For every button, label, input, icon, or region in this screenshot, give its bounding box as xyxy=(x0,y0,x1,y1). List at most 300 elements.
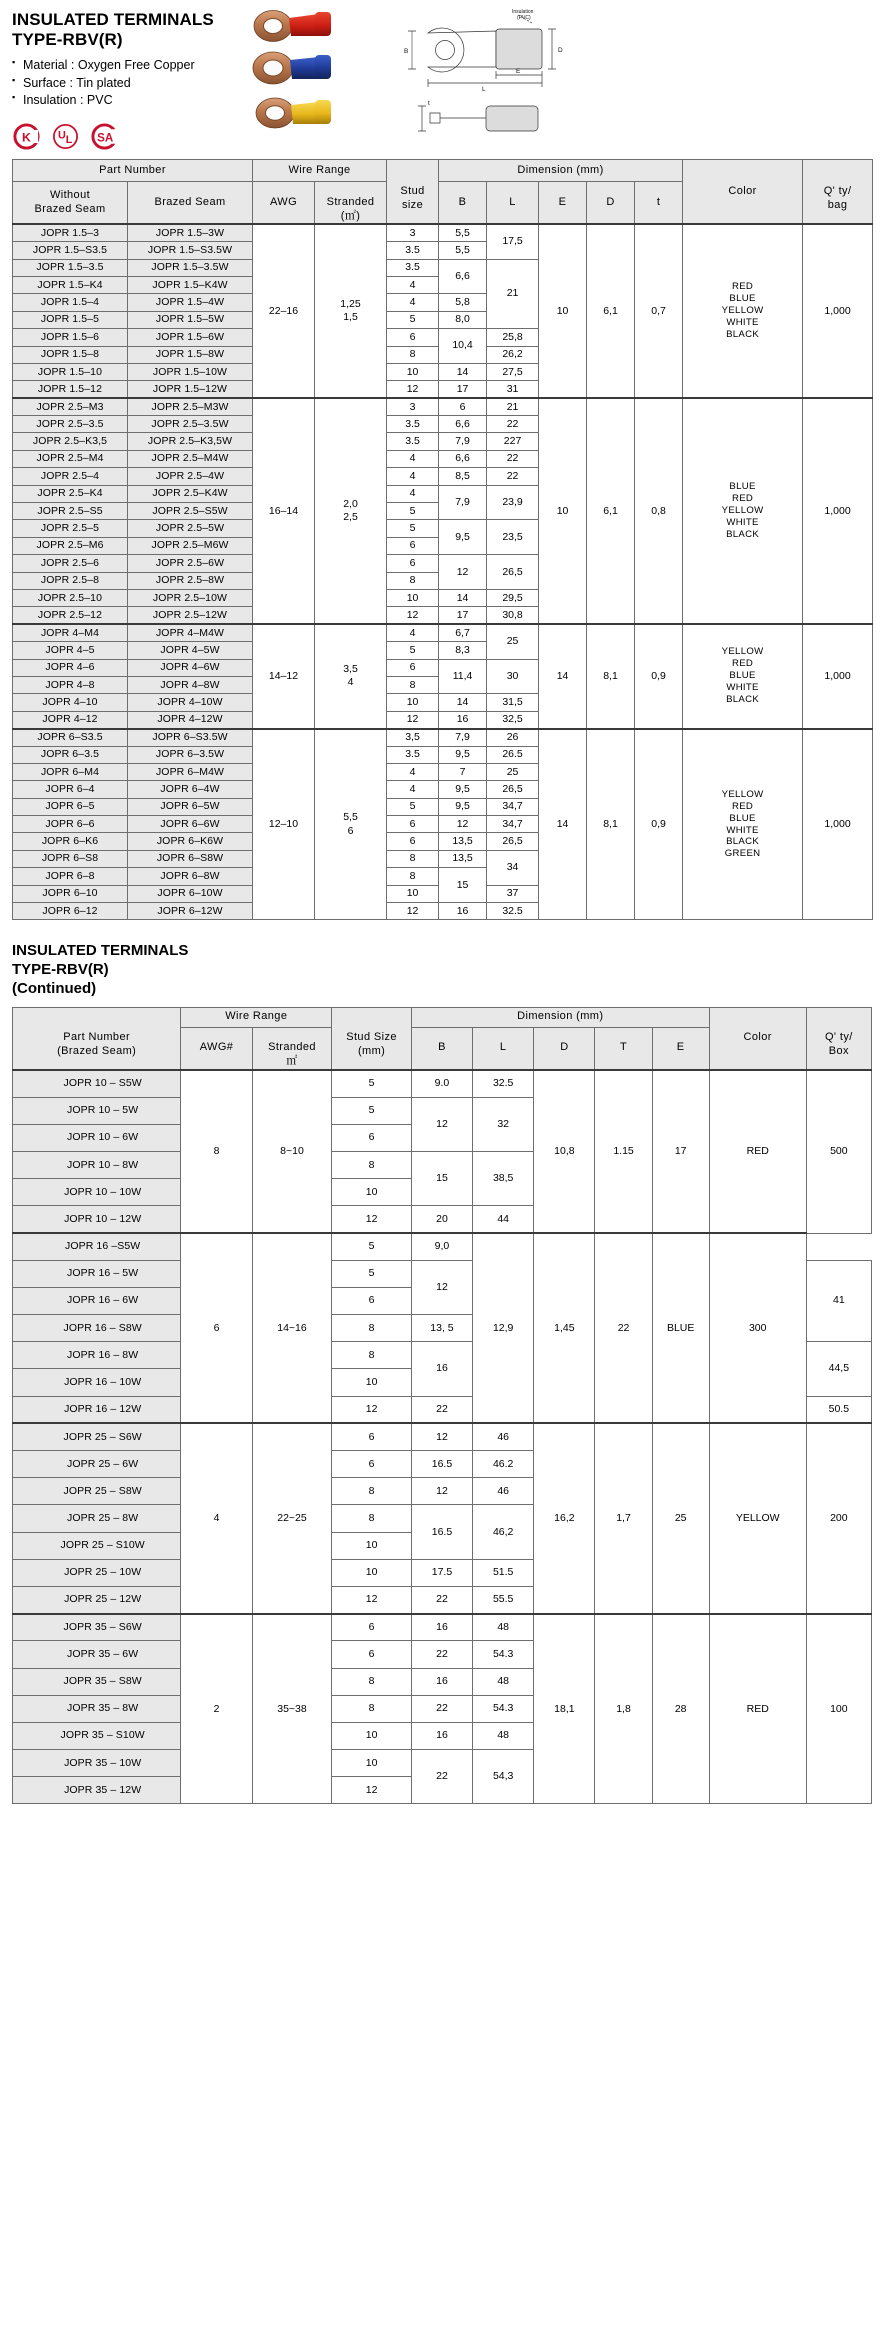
cell-dim-b: 12 xyxy=(411,1097,472,1151)
cell-part-number-plain: JOPR 6–8 xyxy=(13,868,128,885)
cell-part-number-plain: JOPR 2.5–5 xyxy=(13,520,128,537)
cell-awg: 12–10 xyxy=(253,729,315,920)
cell-awg: 14–12 xyxy=(253,624,315,728)
cell-stud-size: 5 xyxy=(387,642,439,659)
cell-part-number-brazed: JOPR 6–12W xyxy=(128,903,253,920)
cell-dim-l: 26 xyxy=(487,729,539,746)
th-qty: Q' ty/ bag xyxy=(803,160,873,225)
cell-stud-size: 3,5 xyxy=(387,729,439,746)
cell-dim-b: 9,5 xyxy=(439,746,487,763)
cell-part-number-brazed: JOPR 25 – 8W xyxy=(13,1505,181,1532)
cell-stud-size: 10 xyxy=(332,1179,412,1206)
cell-stranded: 5,5 6 xyxy=(315,729,387,920)
cell-dim-l: 34,7 xyxy=(487,798,539,815)
cell-stud-size: 8 xyxy=(387,868,439,885)
continued-title-line-2: TYPE-RBV(R) xyxy=(12,961,109,979)
cell-stud-size: 10 xyxy=(387,363,439,380)
cell-part-number-plain: JOPR 2.5–S5 xyxy=(13,503,128,520)
photo-yellow-terminal xyxy=(256,98,331,128)
cell-stud-size: 3.5 xyxy=(387,746,439,763)
cell-part-number-plain: JOPR 6–3.5 xyxy=(13,746,128,763)
cell-color: YELLOW xyxy=(709,1423,806,1613)
cell-part-number-plain: JOPR 1.5–5 xyxy=(13,311,128,328)
th-dim-d: D xyxy=(587,182,635,225)
cell-part-number-brazed: JOPR 2.5–12W xyxy=(128,607,253,624)
cell-part-number-brazed: JOPR 16 – 8W xyxy=(13,1342,181,1369)
cell-part-number-brazed: JOPR 2.5–K4W xyxy=(128,485,253,502)
spec-bullet-material: ▪ Material : Oxygen Free Copper xyxy=(12,57,884,75)
cell-part-number-brazed: JOPR 1.5–3.5W xyxy=(128,259,253,276)
cell-dim-l: 30 xyxy=(487,659,539,694)
cell-dim-b: 16 xyxy=(439,903,487,920)
cell-dim-d: 6,1 xyxy=(587,398,635,624)
cell-awg: 16–14 xyxy=(253,398,315,624)
cell-part-number-brazed: JOPR 35 – S6W xyxy=(13,1614,181,1641)
cell-dim-e: 10 xyxy=(539,224,587,398)
cell-stud-size: 6 xyxy=(332,1423,412,1450)
cell-dim-l: 26.5 xyxy=(487,746,539,763)
cell-dim-b: 12 xyxy=(439,816,487,833)
cell-part-number-brazed: JOPR 16 –S5W xyxy=(13,1233,181,1260)
cell-dim-t: 1,45 xyxy=(534,1233,595,1423)
svg-text:SA: SA xyxy=(97,131,114,145)
cell-part-number-brazed: JOPR 2.5–10W xyxy=(128,589,253,606)
photo-blue-terminal xyxy=(253,52,331,84)
photo-red-terminal xyxy=(254,11,331,42)
cell-dim-b: 9,5 xyxy=(439,781,487,798)
cell-stud-size: 8 xyxy=(332,1695,412,1722)
th2-dim-l: L xyxy=(473,1027,534,1070)
cell-part-number-brazed: JOPR 2.5–S5W xyxy=(128,503,253,520)
cell-dim-b: 9.0 xyxy=(411,1070,472,1097)
continued-page-title xyxy=(12,942,884,998)
cell-part-number-plain: JOPR 4–12 xyxy=(13,711,128,728)
cell-dim-l: 51.5 xyxy=(473,1559,534,1586)
cell-dim-b: 16 xyxy=(411,1342,472,1396)
cell-stranded: 22~25 xyxy=(252,1423,332,1613)
cell-dim-b: 22 xyxy=(411,1750,472,1804)
cell-awg: 2 xyxy=(181,1614,252,1804)
cell-part-number-brazed: JOPR 10 – 12W xyxy=(13,1206,181,1233)
cell-dim-l: 44 xyxy=(473,1206,534,1233)
cell-part-number-brazed: JOPR 10 – 10W xyxy=(13,1179,181,1206)
cell-dim-b: 15 xyxy=(411,1151,472,1205)
cell-part-number-brazed: JOPR 2.5–3.5W xyxy=(128,416,253,433)
cell-dim-l: 32.5 xyxy=(487,903,539,920)
th-awg: AWG xyxy=(253,182,315,225)
table-row xyxy=(13,224,873,241)
cell-dim-b: 11,4 xyxy=(439,659,487,694)
cell-stud-size: 8 xyxy=(387,850,439,867)
cell-stud-size: 3 xyxy=(387,398,439,415)
cell-dim-b: 10,4 xyxy=(439,329,487,364)
cell-part-number-brazed: JOPR 6–4W xyxy=(128,781,253,798)
cell-awg: 8 xyxy=(181,1070,252,1233)
cell-part-number-plain: JOPR 6–4 xyxy=(13,781,128,798)
cell-part-number-brazed: JOPR 16 – 10W xyxy=(13,1369,181,1396)
cell-color: YELLOW RED BLUE WHITE BLACK GREEN xyxy=(683,729,803,920)
cell-part-number-brazed: JOPR 35 – 6W xyxy=(13,1641,181,1668)
cell-stud-size: 5 xyxy=(332,1260,412,1287)
cell-stud-size: 3 xyxy=(387,224,439,241)
th-dim-t: t xyxy=(635,182,683,225)
cell-stud-size: 6 xyxy=(332,1287,412,1314)
cell-part-number-brazed: JOPR 6–S3.5W xyxy=(128,729,253,746)
cell-dim-b: 9,0 xyxy=(411,1233,472,1260)
terminals-table-continued xyxy=(12,1007,872,1805)
cell-dim-l: 26,5 xyxy=(487,781,539,798)
th-part-number: Part Number xyxy=(13,160,253,182)
cell-dim-b: 17.5 xyxy=(411,1559,472,1586)
cell-dim-b: 20 xyxy=(411,1206,472,1233)
cell-part-number-brazed: JOPR 1.5–6W xyxy=(128,329,253,346)
ks-certification-icon xyxy=(12,122,41,151)
cell-dim-l: 22 xyxy=(487,450,539,467)
cell-color: YELLOW RED BLUE WHITE BLACK xyxy=(683,624,803,728)
cell-stud-size: 8 xyxy=(387,572,439,589)
cell-dim-l: 30,8 xyxy=(487,607,539,624)
cell-dim-d: 10,8 xyxy=(534,1070,595,1233)
cell-stud-size: 8 xyxy=(332,1478,412,1505)
th2-dim-e: E xyxy=(652,1027,709,1070)
cell-stud-size: 12 xyxy=(332,1777,412,1804)
cell-dim-t: 0,8 xyxy=(635,398,683,624)
cell-stud-size: 5 xyxy=(332,1097,412,1124)
cell-dim-b: 22 xyxy=(411,1695,472,1722)
cell-part-number-plain: JOPR 2.5–10 xyxy=(13,589,128,606)
cell-part-number-plain: JOPR 6–5 xyxy=(13,798,128,815)
cell-part-number-brazed: JOPR 25 – 10W xyxy=(13,1559,181,1586)
cell-dim-l: 32 xyxy=(473,1097,534,1151)
th2-qty: Q' ty/ Box xyxy=(806,1007,871,1070)
th2-dim-t: T xyxy=(595,1027,652,1070)
cell-part-number-plain: JOPR 4–6 xyxy=(13,659,128,676)
cell-dim-b: 15 xyxy=(439,868,487,903)
cell-stud-size: 6 xyxy=(332,1641,412,1668)
cell-dim-l: 27,5 xyxy=(487,363,539,380)
cell-dim-b: 7,9 xyxy=(439,729,487,746)
cell-part-number-plain: JOPR 2.5–8 xyxy=(13,572,128,589)
cell-dim-b: 6,6 xyxy=(439,416,487,433)
cell-part-number-brazed: JOPR 6–6W xyxy=(128,816,253,833)
cell-stud-size: 8 xyxy=(387,676,439,693)
cell-part-number-brazed: JOPR 2.5–M4W xyxy=(128,450,253,467)
cell-dim-b: 6,6 xyxy=(439,450,487,467)
cell-dim-b: 14 xyxy=(439,363,487,380)
cell-stud-size: 4 xyxy=(387,624,439,641)
cell-dim-l: 55.5 xyxy=(473,1586,534,1613)
cell-stud-size: 4 xyxy=(387,276,439,293)
cell-dim-l: 22 xyxy=(487,468,539,485)
cell-dim-l: 37 xyxy=(487,885,539,902)
th-dim-l: L xyxy=(487,182,539,225)
cell-stud-size: 10 xyxy=(387,694,439,711)
cell-stud-size: 6 xyxy=(332,1124,412,1151)
cell-part-number-plain: JOPR 1.5–12 xyxy=(13,381,128,398)
drawing-label-B: B xyxy=(404,48,409,55)
cell-part-number-brazed: JOPR 16 – S8W xyxy=(13,1315,181,1342)
cell-part-number-brazed: JOPR 6–3.5W xyxy=(128,746,253,763)
product-photos xyxy=(245,2,395,152)
cell-part-number-brazed: JOPR 35 – 10W xyxy=(13,1750,181,1777)
cell-stud-size: 3.5 xyxy=(387,259,439,276)
cell-dim-b: 13,5 xyxy=(439,833,487,850)
cell-part-number-brazed: JOPR 25 – S10W xyxy=(13,1532,181,1559)
cell-dim-e: 17 xyxy=(652,1070,709,1233)
th2-color: Color xyxy=(709,1007,806,1070)
cell-stud-size: 6 xyxy=(387,659,439,676)
cell-stranded: 3,5 4 xyxy=(315,624,387,728)
cell-stud-size: 6 xyxy=(332,1614,412,1641)
title-line-2: TYPE-RBV(R) xyxy=(12,30,123,50)
th2-part-number: Part Number (Brazed Seam) xyxy=(13,1007,181,1070)
cell-part-number-brazed: JOPR 6–M4W xyxy=(128,763,253,780)
cell-dim-l: 227 xyxy=(487,433,539,450)
cell-dim-l: 26,5 xyxy=(487,555,539,590)
cell-dim-b: 22 xyxy=(411,1396,472,1423)
cell-dim-l: 21 xyxy=(487,259,539,329)
dimension-drawing-svg xyxy=(400,5,630,140)
cell-dim-b: 5,5 xyxy=(439,242,487,259)
cell-dim-l: 44,5 xyxy=(806,1342,871,1396)
cell-part-number-plain: JOPR 4–M4 xyxy=(13,624,128,641)
continued-title-line-3: (Continued) xyxy=(12,979,97,997)
cell-part-number-brazed: JOPR 10 – 8W xyxy=(13,1151,181,1178)
cell-stud-size: 6 xyxy=(387,329,439,346)
cell-part-number-plain: JOPR 2.5–K3,5 xyxy=(13,433,128,450)
cell-stud-size: 8 xyxy=(387,346,439,363)
cell-dim-e: 22 xyxy=(595,1233,652,1423)
th2-dim-b: B xyxy=(411,1027,472,1070)
cell-part-number-plain: JOPR 1.5–6 xyxy=(13,329,128,346)
cell-qty: 300 xyxy=(709,1233,806,1423)
cell-dim-e: 25 xyxy=(652,1423,709,1613)
title-line-1: INSULATED TERMINALS xyxy=(12,10,214,29)
cell-dim-b: 12 xyxy=(411,1478,472,1505)
cell-dim-t: 1.15 xyxy=(595,1070,652,1233)
cell-part-number-brazed: JOPR 1.5–12W xyxy=(128,381,253,398)
cell-part-number-brazed: JOPR 2.5–6W xyxy=(128,555,253,572)
terminals-table-primary xyxy=(12,159,873,920)
cell-part-number-plain: JOPR 2.5–4 xyxy=(13,468,128,485)
th-brazed-seam: Brazed Seam xyxy=(128,182,253,225)
th2-dimension: Dimension (mm) xyxy=(411,1007,709,1027)
cell-dim-b: 16 xyxy=(411,1668,472,1695)
cell-dim-l: 23,9 xyxy=(487,485,539,520)
cell-part-number-brazed: JOPR 10 – 5W xyxy=(13,1097,181,1124)
cell-dim-b: 14 xyxy=(439,589,487,606)
cell-dim-b: 16.5 xyxy=(411,1505,472,1559)
cell-dim-l: 17,5 xyxy=(487,224,539,259)
table-row xyxy=(13,1233,872,1260)
cell-part-number-plain: JOPR 6–10 xyxy=(13,885,128,902)
cell-dim-l: 31 xyxy=(487,381,539,398)
cell-dim-e: 14 xyxy=(539,624,587,728)
cell-stud-size: 5 xyxy=(387,520,439,537)
cell-color: BLUE xyxy=(652,1233,709,1423)
cell-stud-size: 6 xyxy=(387,833,439,850)
cell-stud-size: 5 xyxy=(387,311,439,328)
cell-part-number-plain: JOPR 2.5–M6 xyxy=(13,537,128,554)
table-row xyxy=(13,1423,872,1450)
cell-part-number-brazed: JOPR 35 – S8W xyxy=(13,1668,181,1695)
cell-part-number-plain: JOPR 6–6 xyxy=(13,816,128,833)
ring-terminal-photos-svg xyxy=(245,2,395,152)
cell-dim-l: 48 xyxy=(473,1614,534,1641)
cell-dim-d: 8,1 xyxy=(587,729,635,920)
cell-part-number-brazed: JOPR 2.5–5W xyxy=(128,520,253,537)
cell-part-number-brazed: JOPR 35 – 12W xyxy=(13,1777,181,1804)
cell-stud-size: 12 xyxy=(387,711,439,728)
cell-part-number-brazed: JOPR 6–5W xyxy=(128,798,253,815)
cell-dim-d: 18,1 xyxy=(534,1614,595,1804)
cell-dim-b: 6,7 xyxy=(439,624,487,641)
drawing-label-D: D xyxy=(558,47,563,54)
cell-dim-l: 54,3 xyxy=(473,1750,534,1804)
dimension-drawings xyxy=(400,5,630,135)
cell-part-number-brazed: JOPR 1.5–5W xyxy=(128,311,253,328)
cell-part-number-plain: JOPR 2.5–6 xyxy=(13,555,128,572)
cell-dim-l: 32,5 xyxy=(487,711,539,728)
cell-dim-l: 23,5 xyxy=(487,520,539,555)
cell-dim-e: 14 xyxy=(539,729,587,920)
cell-part-number-brazed: JOPR 35 – 8W xyxy=(13,1695,181,1722)
cell-stranded: 2,0 2,5 xyxy=(315,398,387,624)
cell-dim-b: 12 xyxy=(439,555,487,590)
drawing-label-insulation: Insulation xyxy=(512,9,534,15)
cell-part-number-brazed: JOPR 1.5–4W xyxy=(128,294,253,311)
cell-stud-size: 4 xyxy=(387,450,439,467)
table-row xyxy=(13,398,873,415)
cell-stud-size: 10 xyxy=(332,1750,412,1777)
cell-part-number-brazed: JOPR 10 – S5W xyxy=(13,1070,181,1097)
cell-part-number-brazed: JOPR 2.5–K3,5W xyxy=(128,433,253,450)
cell-part-number-plain: JOPR 2.5–M4 xyxy=(13,450,128,467)
cell-stud-size: 12 xyxy=(332,1396,412,1423)
cell-part-number-plain: JOPR 4–8 xyxy=(13,676,128,693)
cell-stud-size: 6 xyxy=(387,537,439,554)
cell-stud-size: 12 xyxy=(387,381,439,398)
table1-head xyxy=(13,160,873,225)
cell-part-number-brazed: JOPR 6–K6W xyxy=(128,833,253,850)
cell-dim-l: 26,5 xyxy=(487,833,539,850)
cell-dim-l: 25,8 xyxy=(487,329,539,346)
cell-dim-l: 38,5 xyxy=(473,1151,534,1205)
cell-part-number-plain: JOPR 1.5–10 xyxy=(13,363,128,380)
cell-dim-l: 25 xyxy=(487,763,539,780)
cell-part-number-plain: JOPR 4–10 xyxy=(13,694,128,711)
cell-dim-b: 8,0 xyxy=(439,311,487,328)
cell-dim-d: 16,2 xyxy=(534,1423,595,1613)
th-dimension: Dimension (mm) xyxy=(439,160,683,182)
svg-text:U: U xyxy=(57,129,66,142)
cell-part-number-brazed: JOPR 25 – S6W xyxy=(13,1423,181,1450)
cell-stud-size: 10 xyxy=(332,1532,412,1559)
drawing-label-pvc: (PVC) xyxy=(517,15,531,21)
cell-dim-b: 7,9 xyxy=(439,485,487,520)
cell-part-number-brazed: JOPR 1.5–10W xyxy=(128,363,253,380)
cell-color: RED xyxy=(709,1070,806,1233)
cell-dim-b: 16 xyxy=(439,711,487,728)
cell-stranded: 14~16 xyxy=(252,1233,332,1423)
cell-stud-size: 10 xyxy=(332,1369,412,1396)
cell-stud-size: 5 xyxy=(332,1233,412,1260)
cell-dim-l: 21 xyxy=(487,398,539,415)
cell-stranded: 35~38 xyxy=(252,1614,332,1804)
th2-awg: AWG# xyxy=(181,1027,252,1070)
cell-part-number-plain: JOPR 2.5–3.5 xyxy=(13,416,128,433)
svg-text:K: K xyxy=(22,130,31,145)
cell-qty: 1,000 xyxy=(803,729,873,920)
cell-dim-b: 5,8 xyxy=(439,294,487,311)
cell-part-number-brazed: JOPR 2.5–M3W xyxy=(128,398,253,415)
cell-dim-b: 8,5 xyxy=(439,468,487,485)
cell-part-number-plain: JOPR 6–S8 xyxy=(13,850,128,867)
cell-dim-l: 54.3 xyxy=(473,1695,534,1722)
cell-part-number-brazed: JOPR 25 – S8W xyxy=(13,1478,181,1505)
cell-dim-d: 6,1 xyxy=(587,224,635,398)
cell-dim-l: 34 xyxy=(487,850,539,885)
cell-dim-b: 22 xyxy=(411,1586,472,1613)
cell-stranded: 1,25 1,5 xyxy=(315,224,387,398)
cell-part-number-brazed: JOPR 1.5–S3.5W xyxy=(128,242,253,259)
cell-stud-size: 3.5 xyxy=(387,433,439,450)
cell-stud-size: 4 xyxy=(387,485,439,502)
table-row xyxy=(13,624,873,641)
cell-stud-size: 4 xyxy=(387,763,439,780)
cell-stud-size: 10 xyxy=(387,589,439,606)
cell-qty: 500 xyxy=(806,1070,871,1233)
cell-dim-t: 0,9 xyxy=(635,729,683,920)
cell-dim-b: 13, 5 xyxy=(411,1315,472,1342)
cell-awg: 4 xyxy=(181,1423,252,1613)
cell-part-number-brazed: JOPR 10 – 6W xyxy=(13,1124,181,1151)
cell-stud-size: 12 xyxy=(332,1206,412,1233)
cell-dim-l: 25 xyxy=(487,624,539,659)
cell-part-number-brazed: JOPR 16 – 6W xyxy=(13,1287,181,1314)
cell-stud-size: 6 xyxy=(387,555,439,572)
cell-qty: 200 xyxy=(806,1423,871,1613)
cell-stud-size: 4 xyxy=(387,468,439,485)
cell-dim-l: 46,2 xyxy=(473,1505,534,1559)
cell-dim-l: 32.5 xyxy=(473,1070,534,1097)
drawing-label-E: E xyxy=(516,68,521,75)
cell-part-number-plain: JOPR 1.5–8 xyxy=(13,346,128,363)
cell-dim-l: 22 xyxy=(487,416,539,433)
cell-part-number-brazed: JOPR 25 – 6W xyxy=(13,1451,181,1478)
continued-title-line-1: INSULATED TERMINALS xyxy=(12,942,189,960)
cell-dim-b: 14 xyxy=(439,694,487,711)
cell-dim-l: 48 xyxy=(473,1668,534,1695)
cell-dim-b: 17 xyxy=(439,607,487,624)
table2-body xyxy=(13,1070,872,1804)
cell-dim-b: 12 xyxy=(411,1423,472,1450)
table1-body xyxy=(13,224,873,920)
cell-part-number-brazed: JOPR 4–10W xyxy=(128,694,253,711)
cell-dim-b: 16 xyxy=(411,1722,472,1749)
cell-stud-size: 8 xyxy=(332,1151,412,1178)
cell-part-number-plain: JOPR 2.5–12 xyxy=(13,607,128,624)
cell-color: RED xyxy=(709,1614,806,1804)
cell-part-number-plain: JOPR 6–S3.5 xyxy=(13,729,128,746)
cell-dim-d: 8,1 xyxy=(587,624,635,728)
spec-bullet-insulation: ▪ Insulation : PVC xyxy=(12,92,884,110)
cell-dim-l: 31,5 xyxy=(487,694,539,711)
cell-part-number-brazed: JOPR 6–8W xyxy=(128,868,253,885)
th-stranded: Stranded (㎡) xyxy=(315,182,387,225)
cell-color: RED BLUE YELLOW WHITE BLACK xyxy=(683,224,803,398)
cell-dim-t: 0,9 xyxy=(635,624,683,728)
